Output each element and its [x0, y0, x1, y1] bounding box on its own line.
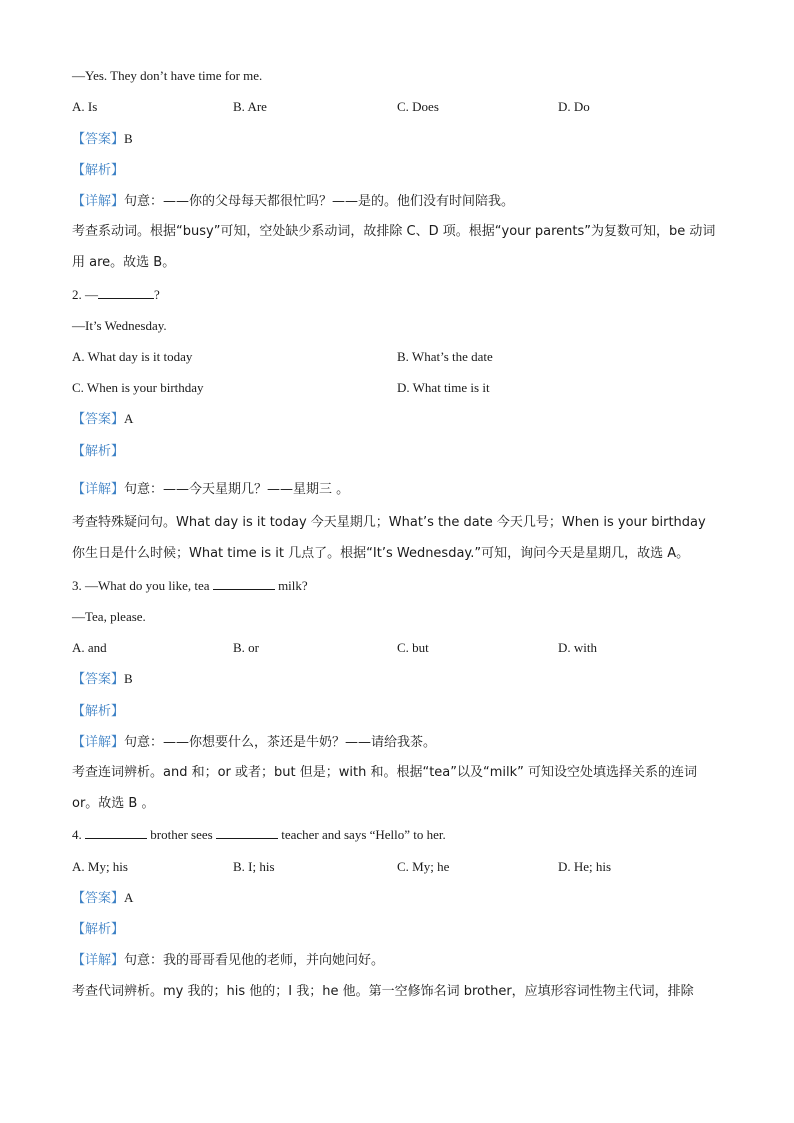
q2-option-c: C. When is your birthday: [72, 380, 204, 395]
q1-option-d: D. Do: [558, 99, 590, 114]
q1-option-b: B. Are: [233, 99, 267, 114]
answer-tag: 【答案】: [72, 132, 125, 147]
q3-option-d: D. with: [558, 640, 597, 655]
q2-stem: [72, 286, 722, 304]
q4-option-d: D. He; his: [558, 859, 612, 874]
q2-reply: —It’s Wednesday.: [72, 318, 167, 333]
q1-reply: —Yes. They don’t have time for me.: [72, 68, 263, 83]
q3-answer: B: [124, 671, 133, 686]
q3-option-c: C. but: [397, 640, 429, 655]
q4-stem: [72, 826, 722, 844]
q3-meaning: 句意：——你想要什么，茶还是牛奶？——请给我茶。: [124, 735, 437, 750]
q2-option-b: B. What’s the date: [397, 349, 493, 364]
q4-number: 4.: [72, 827, 82, 842]
q2-blank: [98, 286, 154, 299]
q2-meaning: 句意：——今天星期几？——星期三 。: [124, 482, 350, 497]
q4-option-b: B. I; his: [233, 859, 275, 874]
q3-prefix: 3. —What do you like, tea: [72, 578, 210, 593]
q4-option-c: C. My; he: [397, 859, 450, 874]
detail-tag: 【详解】: [72, 735, 125, 750]
q3-stem: [72, 577, 722, 595]
q3-blank: [213, 577, 275, 590]
q4-meaning: 句意：我的哥哥看见他的老师，并向她问好。: [124, 953, 385, 968]
analysis-tag: 【解析】: [72, 704, 125, 719]
q4-blank-1: [85, 826, 147, 839]
q4-suffix: teacher and says “Hello” to her.: [281, 827, 446, 842]
q4-mid: brother sees: [150, 827, 213, 842]
q4-blank-2: [216, 826, 278, 839]
q1-explanation: 考查系动词。根据“busy”可知，空处缺少系动词，故排除 C、D 项。根据“your parents”为复数可知，be 动词用 are。故选 B。: [72, 224, 716, 270]
q2-answer: A: [124, 411, 134, 426]
q3-option-a: A. and: [72, 640, 107, 655]
q3-explanation: 考查连词辨析。and 和；or 或者；but 但是；with 和。根据“tea”以及“milk” 可知设空处填选择关系的连词 or。故选 B 。: [72, 765, 698, 811]
q4-answer: A: [124, 890, 134, 905]
q1-analysis-line: [72, 161, 722, 180]
q1-option-a: A. Is: [72, 99, 98, 114]
q2-explanation: 考查特殊疑问句。What day is it today 今天星期几；What’s the date 今天几号；When is your birthday 你生日是什么时候；What time is it 几点了。根据“It’s Wednesday.”可知，询问今天是星期几，故选 A。: [72, 515, 706, 561]
analysis-tag: 【解析】: [72, 444, 125, 459]
q4-option-a: A. My; his: [72, 859, 128, 874]
q4-detail-line: [72, 951, 722, 970]
answer-tag: 【答案】: [72, 412, 125, 427]
q2-option-a: A. What day is it today: [72, 349, 193, 364]
analysis-tag: 【解析】: [72, 163, 125, 178]
q1-answer-line: [72, 130, 722, 149]
answer-tag: 【答案】: [72, 891, 125, 906]
q3-answer-line: [72, 670, 722, 689]
q2-analysis-line: [72, 442, 722, 461]
q3-option-b: B. or: [233, 640, 259, 655]
q4-analysis-line: [72, 920, 722, 939]
q3-analysis-line: [72, 702, 722, 721]
q1-option-c: C. Does: [397, 99, 439, 114]
q1-meaning: 句意：——你的父母每天都很忙吗？——是的。他们没有时间陪我。: [124, 194, 515, 209]
q3-suffix: milk?: [278, 578, 308, 593]
q4-answer-line: [72, 889, 722, 908]
q1-answer: B: [124, 131, 133, 146]
detail-tag: 【详解】: [72, 194, 125, 209]
answer-tag: 【答案】: [72, 672, 125, 687]
q2-qmark: ?: [154, 287, 160, 302]
q2-number: 2.: [72, 287, 82, 302]
q1-detail-line: [72, 192, 722, 211]
q2-dash: —: [85, 287, 98, 302]
q3-detail-line: [72, 733, 722, 752]
q3-reply: —Tea, please.: [72, 609, 146, 624]
detail-tag: 【详解】: [72, 482, 125, 497]
analysis-tag: 【解析】: [72, 922, 125, 937]
q2-answer-line: [72, 410, 722, 429]
q4-explanation: 考查代词辨析。my 我的；his 他的；I 我；he 他。第一空修饰名词 brother，应填形容词性物主代词，排除: [72, 984, 694, 999]
q2-detail-line: [72, 480, 722, 499]
detail-tag: 【详解】: [72, 953, 125, 968]
q2-option-d: D. What time is it: [397, 380, 490, 395]
